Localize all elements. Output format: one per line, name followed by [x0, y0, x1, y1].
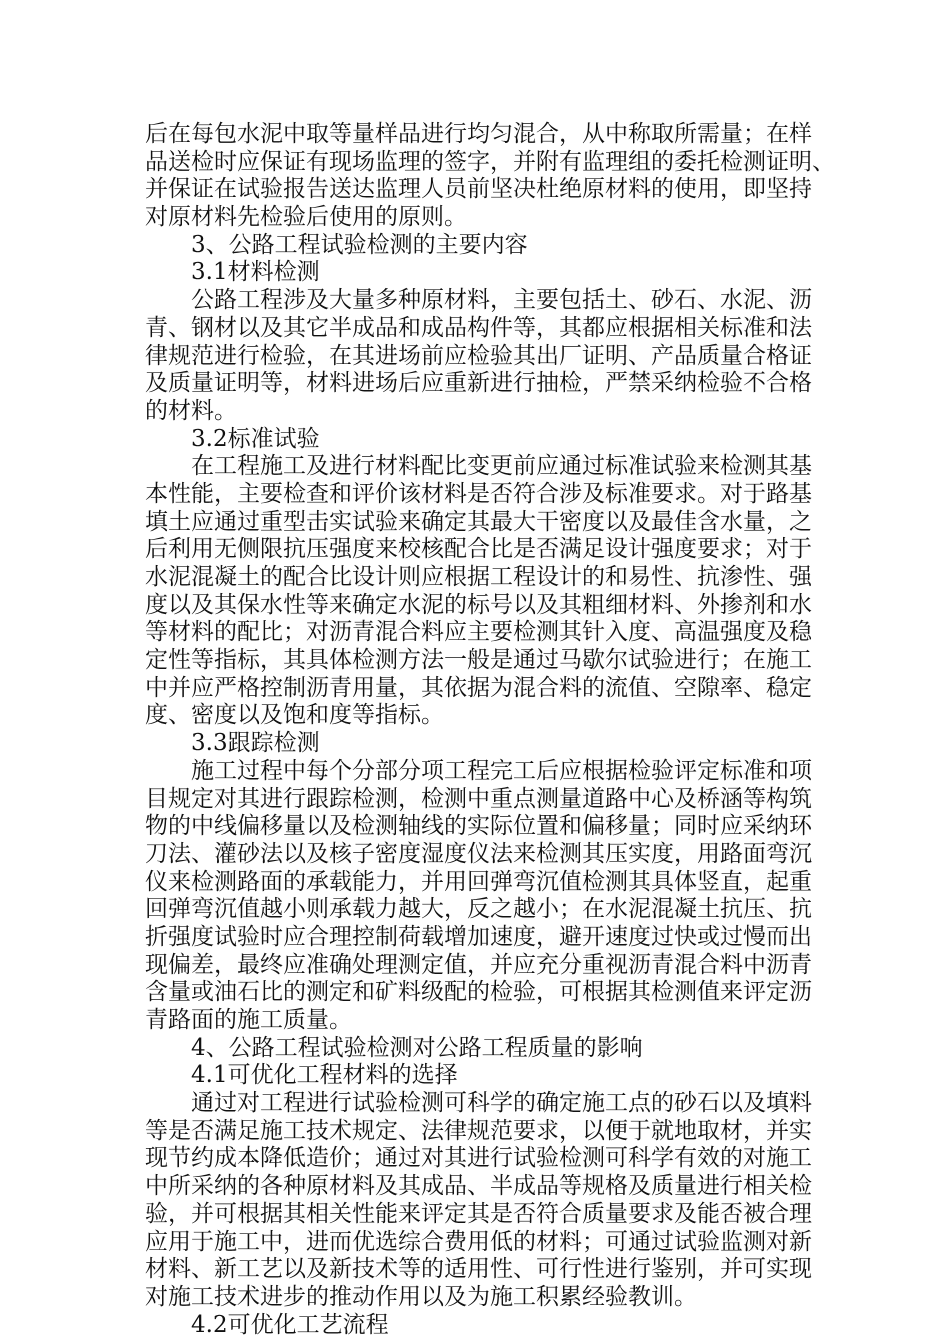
text-line: 水泥混凝土的配合比设计则应根据工程设计的和易性、抗渗性、强	[145, 564, 812, 590]
text-line: 中并应严格控制沥青用量，其依据为混合料的流值、空隙率、稳定	[145, 674, 812, 701]
text-line: 等是否满足施工技术规定、法律规范要求，以便于就地取材，并实	[145, 1117, 812, 1144]
text-line: 验，并可根据其相关性能来评定其是否符合质量要求及能否被合理	[145, 1200, 812, 1227]
text-line: 在工程施工及进行材料配比变更前应通过标准试验来检测其基	[191, 453, 812, 480]
text-line: 仪来检测路面的承载能力，并用回弹弯沉值检测其具体竖直，起重	[145, 868, 812, 895]
text-line: 填土应通过重型击实试验来确定其最大干密度以及最佳含水量，之	[145, 508, 812, 535]
text-line: 材料、新工艺以及新技术等的适用性、可行性进行鉴别，并可实现	[145, 1256, 812, 1283]
text-line: 现偏差，最终应准确处理测定值，并应充分重视沥青混合料中沥青	[145, 951, 812, 978]
text-line: 4、公路工程试验检测对公路工程质量的影响	[191, 1034, 643, 1061]
text-line: 含量或油石比的测定和矿料级配的检验，可根据其检测值来评定沥	[145, 979, 812, 1006]
text-line: 的材料。	[145, 397, 237, 424]
text-line: 4.2可优化工艺流程	[191, 1311, 389, 1338]
text-line: 律规范进行检验，在其进场前应检验其出厂证明、产品质量合格证	[145, 342, 812, 369]
text-line: 品送检时应保证有现场监理的签字，并附有监理组的委托检测证明、	[145, 148, 835, 175]
text-line: 折强度试验时应合理控制荷载增加速度，避开速度过快或过慢而出	[145, 923, 812, 950]
text-line: 青、钢材以及其它半成品和成品构件等，其都应根据相关标准和法	[145, 314, 812, 341]
text-line: 3.1材料检测	[191, 259, 320, 286]
text-line: 后在每包水泥中取等量样品进行均匀混合，从中称取所需量；在样	[145, 121, 812, 147]
text-line: 应用于施工中，进而优选综合费用低的材料；可通过试验监测对新	[145, 1228, 812, 1255]
text-line: 3.3跟踪检测	[191, 730, 320, 757]
text-line: 现节约成本降低造价；通过对其进行试验检测可科学有效的对施工	[145, 1145, 812, 1172]
text-line: 刀法、灌砂法以及核子密度湿度仪法来检测其压实度，用路面弯沉	[145, 840, 812, 867]
text-line: 公路工程涉及大量多种原材料，主要包括土、砂石、水泥、沥	[191, 287, 812, 314]
text-line: 4.1可优化工程材料的选择	[191, 1062, 458, 1089]
text-line: 青路面的施工质量。	[145, 1007, 352, 1033]
text-line: 施工过程中每个分部分项工程完工后应根据检验评定标准和项	[191, 757, 812, 784]
text-line: 通过对工程进行试验检测可科学的确定施工点的砂石以及填料	[191, 1090, 812, 1117]
text-line: 对原材料先检验后使用的原则。	[145, 204, 467, 231]
text-line: 定性等指标，其具体检测方法一般是通过马歇尔试验进行；在施工	[145, 647, 812, 674]
text-line: 等材料的配比；对沥青混合料应主要检测其针入度、高温强度及稳	[145, 619, 812, 646]
text-line: 并保证在试验报告送达监理人员前坚决杜绝原材料的使用，即坚持	[145, 176, 812, 203]
text-line: 3.2标准试验	[191, 425, 320, 452]
text-line: 度以及其保水性等来确定水泥的标号以及其粗细材料、外掺剂和水	[145, 591, 812, 618]
text-line: 物的中线偏移量以及检测轴线的实际位置和偏移量；同时应采纳环	[145, 813, 812, 840]
text-line: 本性能，主要检查和评价该材料是否符合涉及标准要求。对于路基	[145, 480, 812, 507]
text-line: 3、公路工程试验检测的主要内容	[191, 231, 528, 258]
text-line: 中所采纳的各种原材料及其成品、半成品等规格及质量进行相关检	[145, 1173, 812, 1200]
text-line: 及质量证明等，材料进场后应重新进行抽检，严禁采纳检验不合格	[145, 370, 812, 397]
text-line: 目规定对其进行跟踪检测，检测中重点测量道路中心及桥涵等构筑	[145, 785, 812, 812]
document-page	[145, 121, 835, 1339]
text-line: 度、密度以及饱和度等指标。	[145, 702, 444, 729]
text-line: 对施工技术进步的推动作用以及为施工积累经验教训。	[145, 1283, 697, 1310]
text-line: 后利用无侧限抗压强度来校核配合比是否满足设计强度要求；对于	[145, 536, 812, 563]
text-line: 回弹弯沉值越小则承载力越大，反之越小；在水泥混凝土抗压、抗	[145, 896, 812, 923]
